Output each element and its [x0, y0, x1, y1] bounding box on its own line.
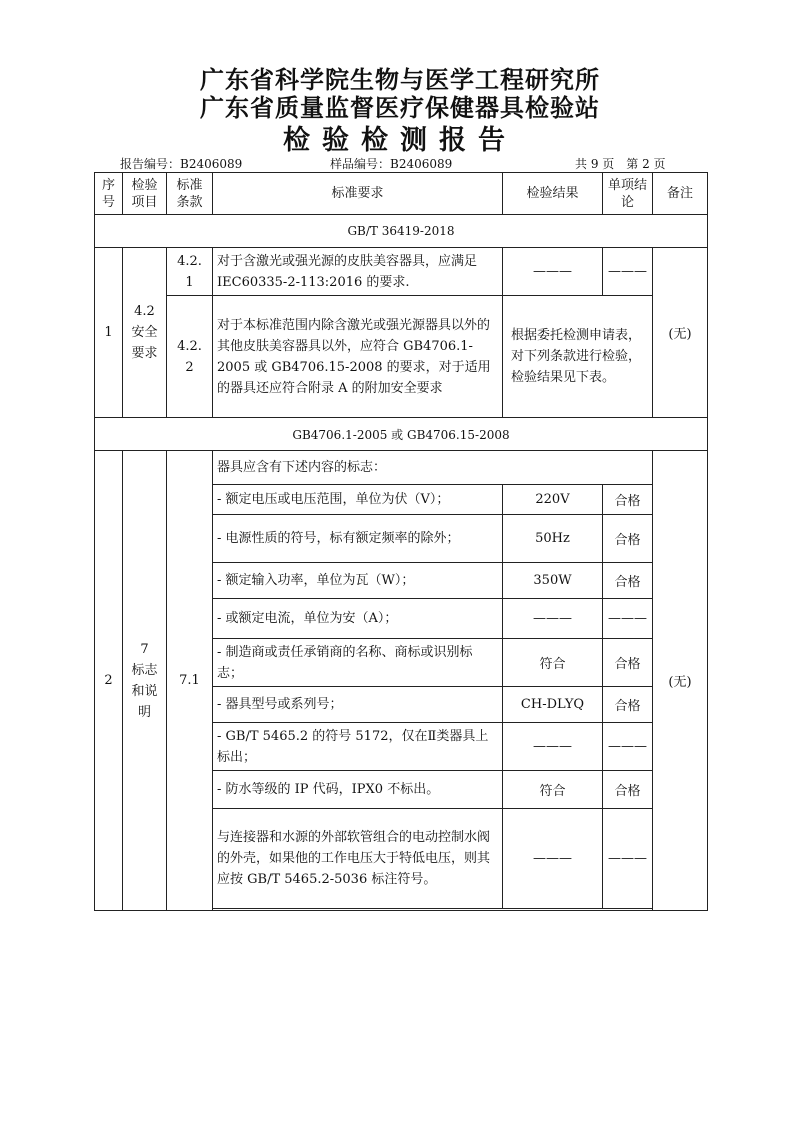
result-cell: 350W [503, 563, 603, 599]
clause-cell: 4.2. 2 [167, 296, 213, 418]
header-result: 检验结果 [503, 173, 603, 215]
conclusion-cell: 合格 [603, 687, 653, 723]
conclusion-cell: ——— [603, 599, 653, 639]
table-header-row [95, 173, 708, 215]
sample-number: 样品编号：B2406089 [330, 157, 453, 171]
result-cell: ——— [503, 723, 603, 771]
clause-cell: 7.1 [167, 451, 213, 911]
item-cell: 4.2 安全 要求 [123, 248, 167, 418]
page-indicator: 共 9 页 第 2 页 [575, 157, 666, 171]
section-title-2: GB4706.1-2005 或 GB4706.15-2008 [95, 418, 708, 451]
org-name-line2: 广东省质量监督医疗保健器具检验站 [200, 94, 600, 122]
table-row [95, 296, 708, 418]
conclusion-cell: ——— [603, 723, 653, 771]
requirement-cell: - GB/T 5465.2 的符号 5172，仅在Ⅱ类器具上标出； [213, 723, 503, 771]
seq-cell: 2 [95, 451, 123, 911]
result-cell: ——— [503, 248, 603, 296]
result-cell: ——— [503, 809, 603, 909]
filler-cell [213, 909, 653, 911]
table-row [95, 451, 708, 485]
table-row [95, 248, 708, 296]
item-cell: 7 标志 和说 明 [123, 451, 167, 911]
header-seq: 序号 [95, 173, 123, 215]
conclusion-cell: 合格 [603, 485, 653, 515]
conclusion-cell: 合格 [603, 563, 653, 599]
requirement-cell: - 额定输入功率，单位为瓦（W）； [213, 563, 503, 599]
header-remark: 备注 [653, 173, 708, 215]
conclusion-cell: 合格 [603, 639, 653, 687]
conclusion-cell: 合格 [603, 771, 653, 809]
result-cell: 符合 [503, 639, 603, 687]
seq-cell: 1 [95, 248, 123, 418]
header-conclusion: 单项结论 [603, 173, 653, 215]
requirement-cell: - 额定电压或电压范围，单位为伏（V）； [213, 485, 503, 515]
section-row [95, 215, 708, 248]
result-cell: 50Hz [503, 515, 603, 563]
report-number: 报告编号：B2406089 [120, 157, 243, 171]
document-title: 检验检测报告 [283, 125, 517, 156]
remark-cell: (无) [653, 248, 708, 418]
conclusion-cell: 合格 [603, 515, 653, 563]
requirement-cell: 对于本标准范围内除含激光或强光源器具以外的其他皮肤美容器具以外，应符合 GB4706.1-2005 或 GB4706.15-2008 的要求，对于适用的器具还应符合附录 A 的附加安全要求 [213, 296, 503, 418]
result-cell: ——— [503, 599, 603, 639]
requirement-intro: 器具应含有下述内容的标志： [213, 451, 653, 485]
result-cell: 根据委托检测申请表，对下列条款进行检验，检验结果见下表。 [503, 296, 653, 418]
header-clause: 标准条款 [167, 173, 213, 215]
section-title-1: GB/T 36419-2018 [95, 215, 708, 248]
conclusion-cell: ——— [603, 248, 653, 296]
requirement-cell: - 器具型号或系列号； [213, 687, 503, 723]
requirement-cell: 对于含激光或强光源的皮肤美容器具，应满足 IEC60335-2-113:2016 的要求. [213, 248, 503, 296]
conclusion-cell: ——— [603, 809, 653, 909]
header-requirement: 标准要求 [213, 173, 503, 215]
requirement-cell: - 或额定电流，单位为安（A）； [213, 599, 503, 639]
result-cell: CH-DLYQ [503, 687, 603, 723]
remark-cell: (无) [653, 451, 708, 911]
header-item: 检验项目 [123, 173, 167, 215]
clause-cell: 4.2. 1 [167, 248, 213, 296]
org-name-line1: 广东省科学院生物与医学工程研究所 [200, 66, 600, 94]
inspection-table [94, 172, 708, 911]
requirement-cell: - 防水等级的 IP 代码，IPX0 不标出。 [213, 771, 503, 809]
requirement-cell: - 电源性质的符号，标有额定频率的除外； [213, 515, 503, 563]
requirement-cell: - 制造商或责任承销商的名称、商标或识别标志； [213, 639, 503, 687]
requirement-cell: 与连接器和水源的外部软管组合的电动控制水阀的外壳，如果他的工作电压大于特低电压，则其应按 GB/T 5465.2-5036 标注符号。 [213, 809, 503, 909]
result-cell: 符合 [503, 771, 603, 809]
section-row [95, 418, 708, 451]
result-cell: 220V [503, 485, 603, 515]
